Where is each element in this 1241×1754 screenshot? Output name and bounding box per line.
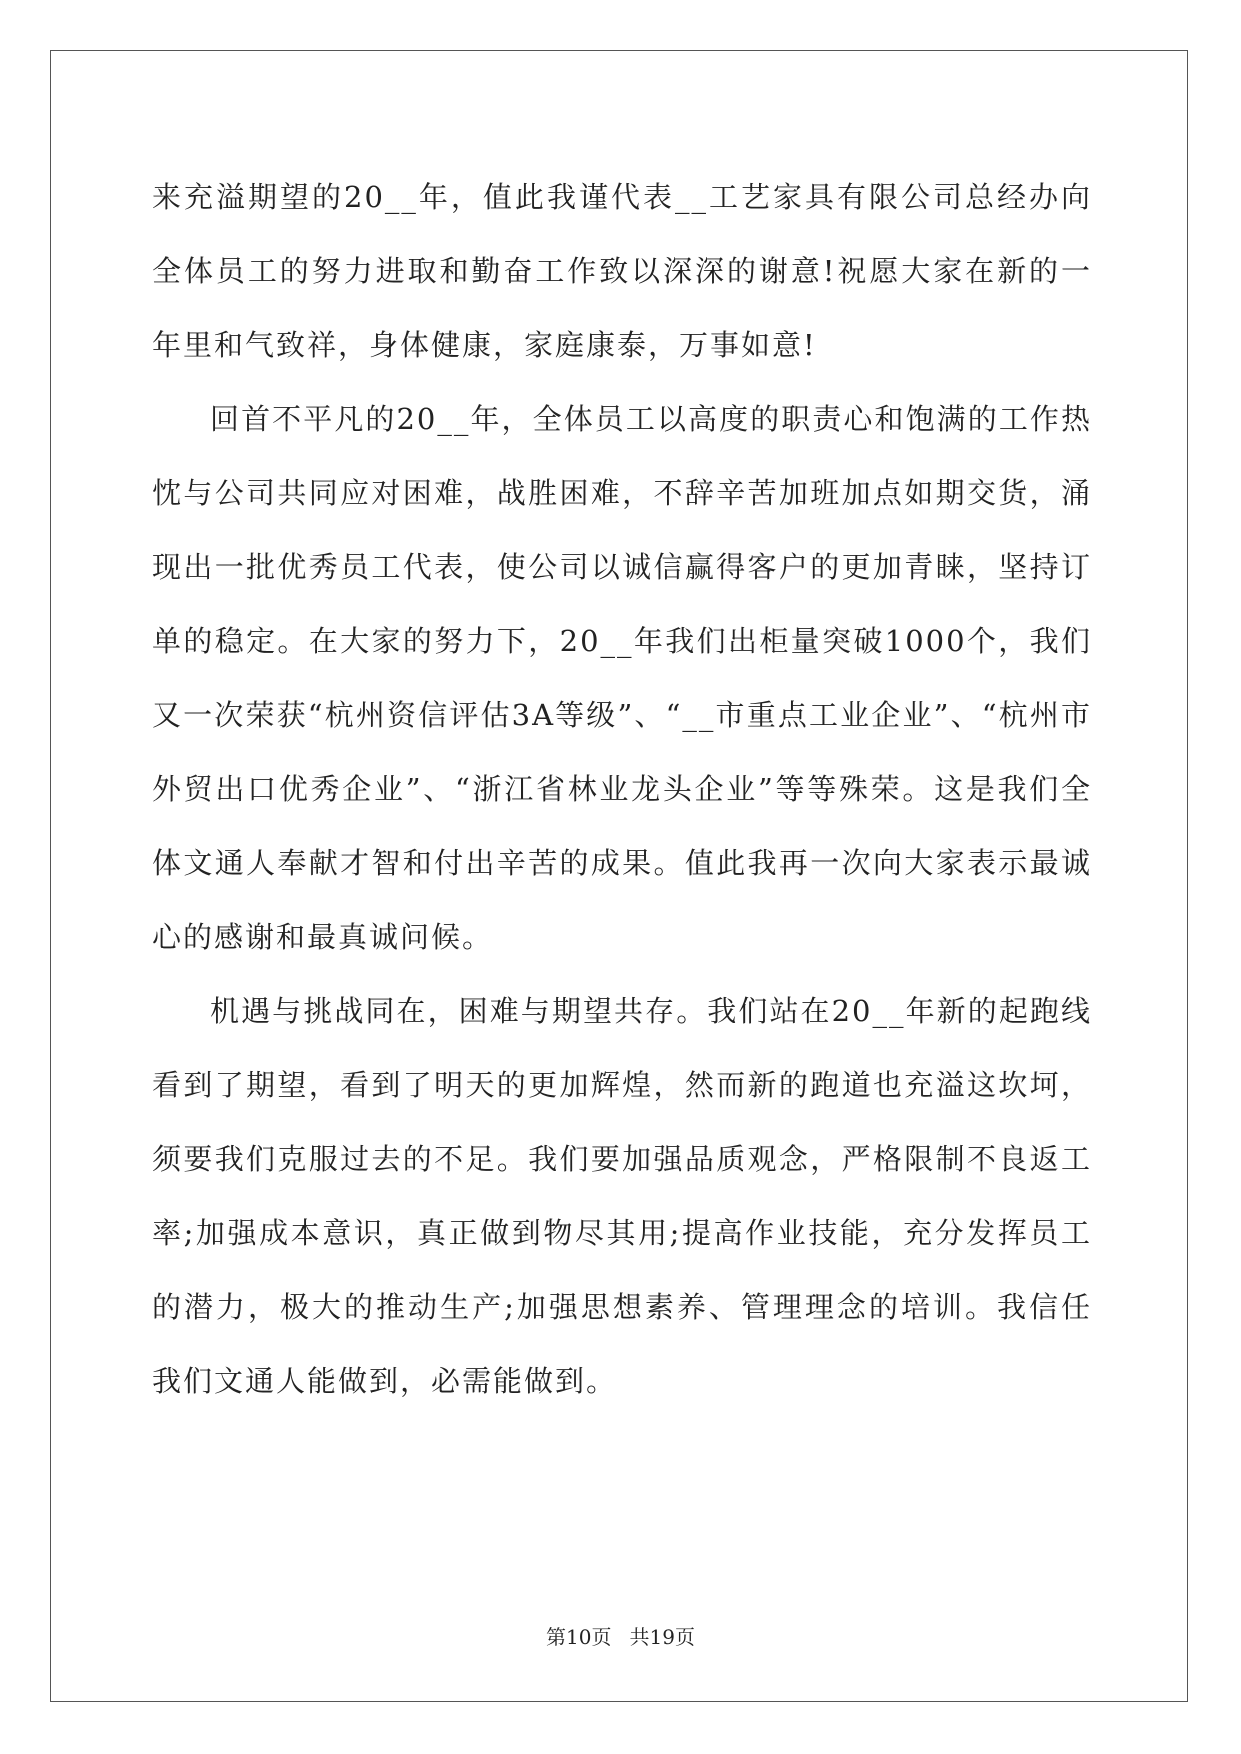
paragraph-3: 机遇与挑战同在，困难与期望共存。我们站在20__年新的起跑线看到了期望，看到了明天的更加辉煌，然而新的跑道也充溢这坎坷，须要我们克服过去的不足。我们要加强品质观念，严格限制不良返工率;加强成本意识，真正做到物尽其用;提高作业技能，充分发挥员工的潜力，极大的推动生产;加强思想素养、管理理念的培训。我信任我们文通人能做到，必需能做到。: [152, 994, 1092, 1398]
paragraph-2: 回首不平凡的20__年，全体员工以高度的职责心和饱满的工作热忱与公司共同应对困难，战胜困难，不辞辛苦加班加点如期交货，涌现出一批优秀员工代表，使公司以诚信赢得客户的更加青睐，坚持订单的稳定。在大家的努力下，20__年我们出柜量突破1000个，我们又一次荣获“杭州资信评估3A等级”、“__市重点工业企业”、“杭州市外贸出口优秀企业”、“浙江省林业龙头企业”等等殊荣。这是我们全体文通人奉献才智和付出辛苦的成果。值此我再一次向大家表示最诚心的感谢和最真诚问候。: [152, 402, 1092, 954]
page-total: 共19页: [629, 1625, 695, 1649]
document-body: [152, 160, 1092, 1418]
page-footer: [0, 1621, 1241, 1650]
page-number: 第10页: [546, 1625, 612, 1649]
paragraph-1: 来充溢期望的20__年，值此我谨代表__工艺家具有限公司总经办向全体员工的努力进取和勤奋工作致以深深的谢意!祝愿大家在新的一年里和气致祥，身体健康，家庭康泰，万事如意!: [152, 180, 1092, 362]
